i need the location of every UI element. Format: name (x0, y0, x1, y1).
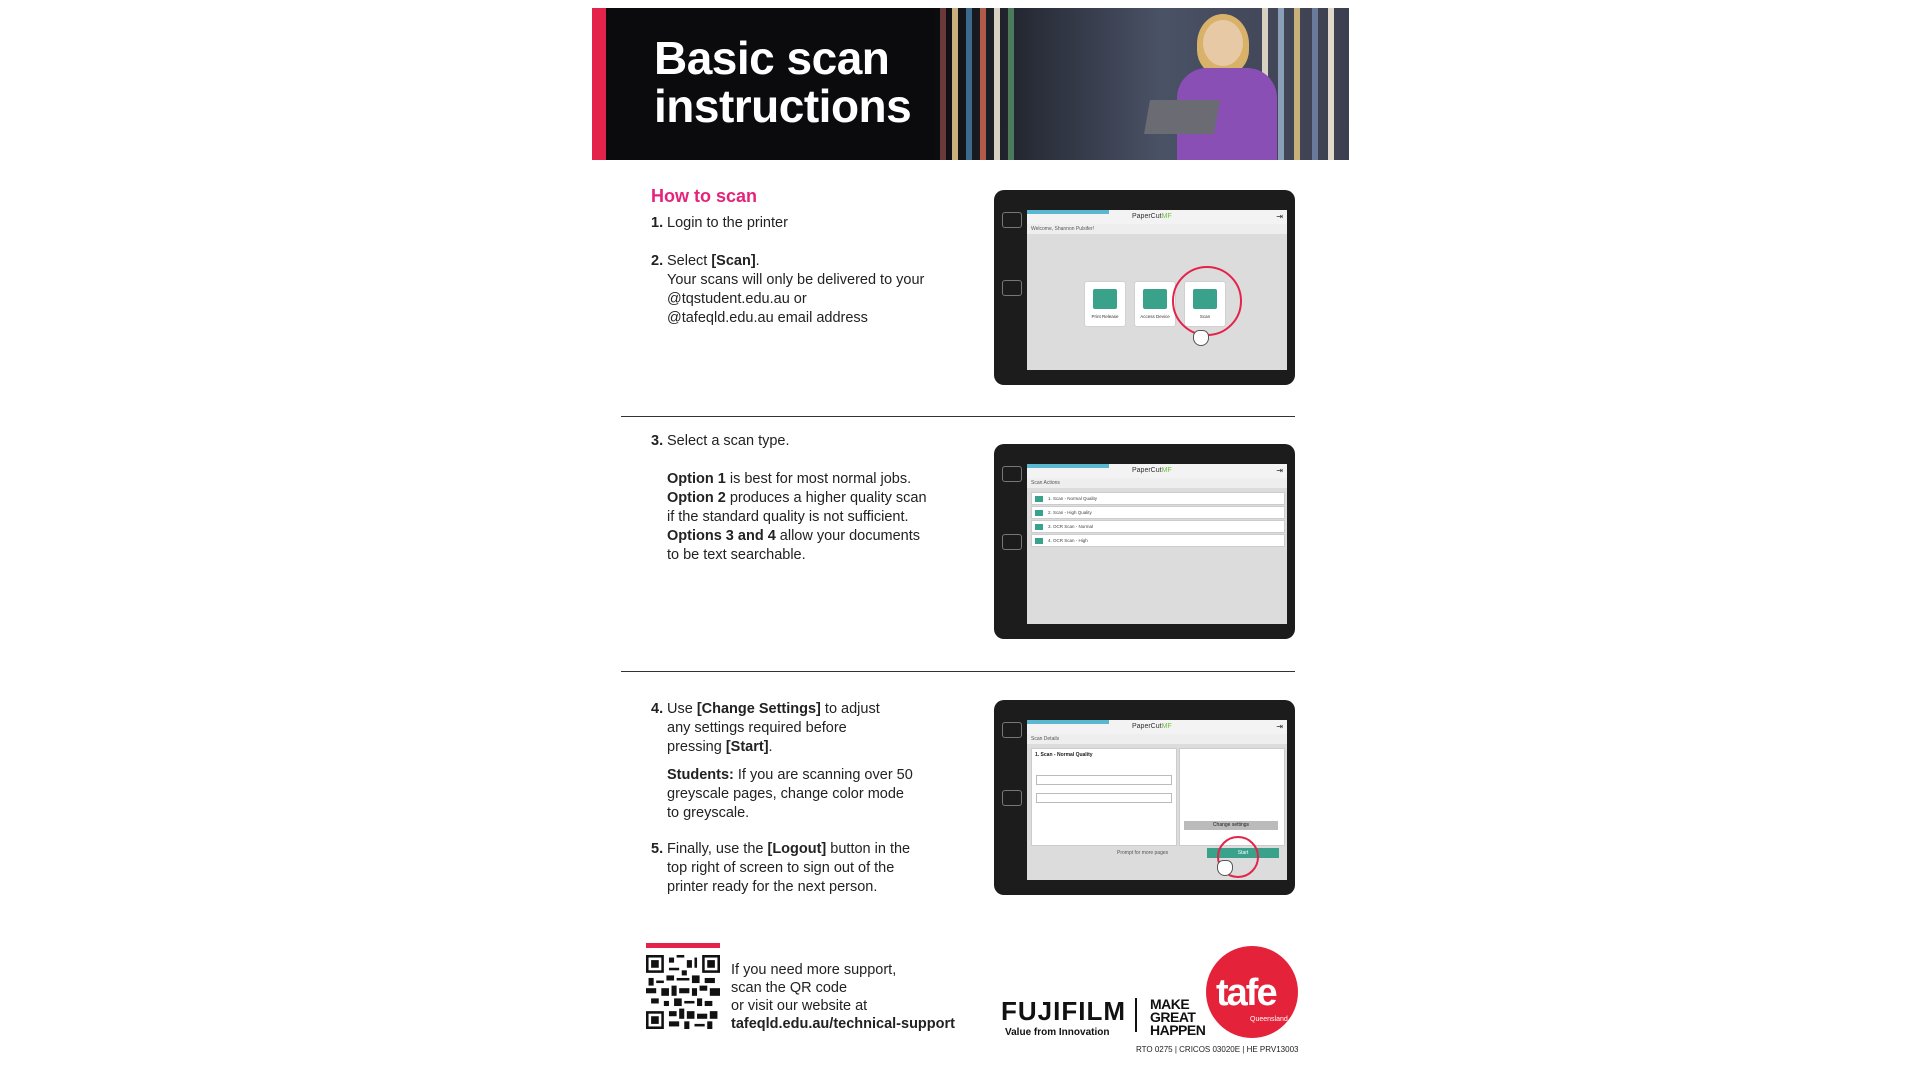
papercut-topbar (1027, 210, 1287, 225)
person-head (1203, 20, 1243, 66)
scan-options-text: Option 1 is best for most normal jobs. Option 2 produces a higher quality scan if the standard quality is not sufficient. Options 3 and 4 allow your documents to be text searchable. (667, 471, 927, 563)
make-great-happen-logo: MAKE GREAT HAPPEN (1150, 996, 1206, 1038)
pointer-hand-icon (1217, 860, 1233, 876)
divider (621, 416, 1295, 417)
highlight-circle (1172, 266, 1242, 336)
step-3: 3. Select a scan type. (651, 433, 790, 449)
fujifilm-logo: FUJIFILM Value from Innovation (1001, 996, 1126, 1038)
laptop-image (1144, 100, 1220, 134)
scan-action-row: 2. Scan - High Quality (1031, 506, 1285, 519)
banner-accent-bar (592, 8, 606, 160)
rto-text: RTO 0275 | CRICOS 03020E | HE PRV13003 (1136, 1045, 1299, 1054)
change-settings-button: Change settings (1184, 821, 1278, 830)
printer-icon (1093, 289, 1117, 309)
tablet-side-button (1002, 280, 1022, 296)
scan-action-row: 1. Scan - Normal Quality (1031, 492, 1285, 505)
scan-tile: Scan (1185, 282, 1225, 326)
tablet-side-button (1002, 790, 1022, 806)
papercut-logo: PaperCutMF (1132, 213, 1172, 220)
section-heading: How to scan (651, 186, 758, 206)
tablet-side-button (1002, 534, 1022, 550)
students-note: Students: If you are scanning over 50 greyscale pages, change color mode to greyscale. (667, 767, 913, 821)
qr-accent-bar (646, 943, 720, 948)
tablet-side-button (1002, 722, 1022, 738)
start-button: Start (1207, 848, 1279, 858)
copier-icon (1143, 289, 1167, 309)
page-title: Basic scan instructions (654, 32, 912, 132)
tablet-side-button (1002, 212, 1022, 228)
scan-action-row: 3. OCR Scan - Normal (1031, 520, 1285, 533)
support-text: If you need more support, scan the QR code or visit our website at tafeqld.edu.au/technical-support (731, 962, 955, 1032)
tablet-screenshot-scan-actions (994, 444, 1295, 639)
access-device-tile: Access Device (1135, 282, 1175, 326)
tablet-side-button (1002, 466, 1022, 482)
logo-divider (1135, 998, 1137, 1032)
scan-settings-panel (1179, 748, 1285, 846)
scan-details-header: Scan Details (1027, 734, 1287, 744)
logout-icon: ⇥ (1276, 466, 1283, 475)
welcome-text: Welcome, Shannon Pulsifer! (1027, 224, 1287, 234)
step-1: 1. Login to the printer (651, 215, 788, 231)
tafe-logo: tafe Queensland (1206, 946, 1298, 1038)
step-2: 2. Select [Scan]. Your scans will only be delivered to your @tqstudent.edu.au or @tafeqld.edu.au email address (651, 253, 925, 326)
scan-actions-header: Scan Actions (1027, 478, 1287, 488)
tablet-screenshot-scan-details (994, 700, 1295, 895)
papercut-logo: PaperCutMF (1132, 467, 1172, 474)
scan-action-row: 4. OCR Scan - High (1031, 534, 1285, 547)
qr-code[interactable] (646, 955, 720, 1029)
logout-icon: ⇥ (1276, 722, 1283, 731)
tablet-screen (1027, 464, 1287, 624)
print-release-tile: Print Release (1085, 282, 1125, 326)
papercut-topbar (1027, 720, 1287, 735)
scan-details-panel: 1. Scan - Normal Quality (1031, 748, 1177, 846)
pointer-hand-icon (1193, 330, 1209, 346)
tablet-screenshot-home (994, 190, 1295, 385)
divider (621, 671, 1295, 672)
step-4: 4. Use [Change Settings] to adjust any settings required before pressing [Start]. (651, 701, 880, 755)
header-banner (592, 8, 1349, 160)
step-5: 5. Finally, use the [Logout] button in the top right of screen to sign out of the printer ready for the next person. (651, 841, 911, 895)
support-link[interactable]: tafeqld.edu.au/technical-support (731, 1016, 955, 1032)
banner-photo (932, 8, 1349, 160)
prompt-more-pages: Prompt for more pages (1117, 850, 1169, 856)
logout-icon: ⇥ (1276, 212, 1283, 221)
tablet-screen (1027, 210, 1287, 370)
tablet-screen (1027, 720, 1287, 880)
papercut-topbar (1027, 464, 1287, 479)
papercut-logo: PaperCutMF (1132, 723, 1172, 730)
